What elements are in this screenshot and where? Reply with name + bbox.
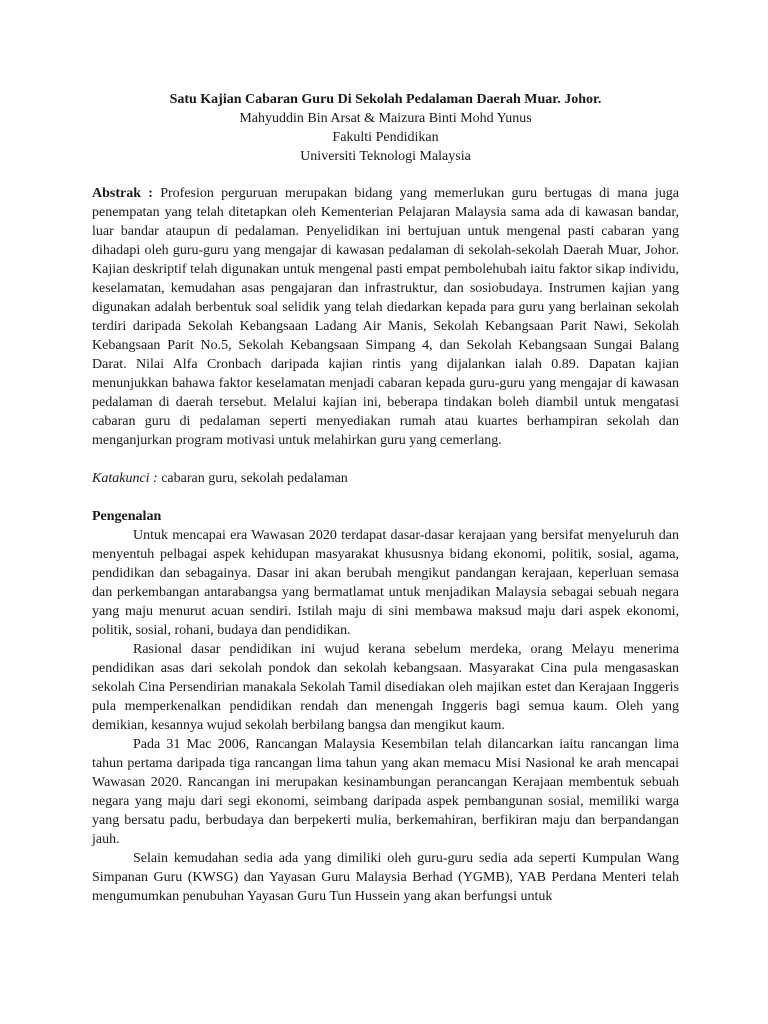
- introduction-paragraph: Untuk mencapai era Wawasan 2020 terdapat dasar-dasar kerajaan yang bersifat menyeluruh dan menyentuh pelbagai aspek kehidupan masyarakat khususnya bidang ekonomi, politik, sosial, agama, pendidikan dan sebagainya. Dasar ini akan berubah mengikut pandangan kerajaan, keperluan semasa dan perkembangan antarabangsa yang bermatlamat untuk menjadikan Malaysia sebagai sebuah negara yang maju menurut acuan sendiri. Istilah maju di sini membawa maksud maju dari aspek ekonomi, politik, sosial, rohani, budaya dan pendidikan.: [92, 528, 679, 638]
- document-page: [92, 0, 679, 906]
- keywords-label: Katakunci :: [92, 471, 158, 486]
- paper-university: Universiti Teknologi Malaysia: [300, 149, 471, 164]
- introduction-paragraph: Selain kemudahan sedia ada yang dimiliki oleh guru-guru sedia ada seperti Kumpulan Wang Simpanan Guru (KWSG) dan Yayasan Guru Malaysia Berhad (YGMB), YAB Perdana Menteri telah mengumumkan penubuhan Yayasan Guru Tun Hussein yang akan berfungsi untuk: [92, 851, 679, 904]
- keywords-section: [92, 469, 679, 488]
- abstract-text: Profesion perguruan merupakan bidang yang memerlukan guru bertugas di mana juga penempatan yang telah ditetapkan oleh Kementerian Pelajaran Malaysia sama ada di kawasan bandar, luar bandar ataupun di pedalaman. Penyelidikan ini bertujuan untuk mengenal pasti cabaran yang dihadapi oleh guru-guru yang mengajar di kawasan pedalaman di sekolah-sekolah Daerah Muar, Johor. Kajian deskriptif telah digunakan untuk mengenal pasti empat pembolehubah iaitu faktor sikap individu, keselamatan, kemudahan asas pengajaran dan infrastruktur, dan sosiobudaya. Instrumen kajian yang digunakan adalah berbentuk soal selidik yang telah diedarkan kepada para guru yang berlainan sekolah terdiri daripada Sekolah Kebangsaan Ladang Air Manis, Sekolah Kebangsaan Parit Nawi, Sekolah Kebangsaan Parit No.5, Sekolah Kebangsaan Simpang 4, dan Sekolah Kebangsaan Sungai Balang Darat. Nilai Alfa Cronbach daripada kajian rintis yang dijalankan ialah 0.89. Dapatan kajian menunjukkan bahawa faktor keselamatan menjadi cabaran kepada guru-guru yang mengajar di kawasan pedalaman di daerah tersebut. Melalui kajian ini, beberapa tindakan boleh diambil untuk mengatasi cabaran guru di pedalaman seperti menyediakan rumah atau kuartes berhampiran sekolah dan menganjurkan program motivasi untuk melahirkan guru yang cemerlang.: [92, 186, 680, 448]
- paper-authors: Mahyuddin Bin Arsat & Maizura Binti Mohd Yunus: [239, 111, 532, 126]
- introduction-paragraph: Rasional dasar pendidikan ini wujud kerana sebelum merdeka, orang Melayu menerima pendidikan asas dari sekolah pondok dan sekolah kebangsaan. Masyarakat Cina pula mengasaskan sekolah Cina Persendirian manakala Sekolah Tamil disediakan oleh majikan estet dan Kerajaan Inggeris pula memperkenalkan pendidikan rendah dan menengah Inggeris bagi semua kaum. Oleh yang demikian, kesannya wujud sekolah berbilang bangsa dan mengikut kaum.: [92, 642, 679, 733]
- introduction-paragraph: Pada 31 Mac 2006, Rancangan Malaysia Kesembilan telah dilancarkan iaitu rancangan lima tahun pertama daripada tiga rancangan lima tahun yang akan memacu Misi Nasional ke arah mencapai Wawasan 2020. Rancangan ini merupakan kesinambungan perancangan Kerajaan membentuk sebuah negara yang maju dari segi ekonomi, seimbang daripada aspek pembangunan sosial, memiliki warga yang bersatu padu, berbudaya dan berpekerti mulia, berkemahiran, berfikiran maju dan berpandangan jauh.: [92, 737, 679, 847]
- keywords-text: cabaran guru, sekolah pedalaman: [161, 471, 348, 486]
- abstract-label: Abstrak :: [92, 186, 153, 201]
- paper-faculty: Fakulti Pendidikan: [332, 130, 439, 145]
- paper-header: [92, 90, 679, 166]
- abstract-section: [92, 184, 679, 450]
- introduction-heading: Pengenalan: [92, 509, 162, 524]
- paper-title: Satu Kajian Cabaran Guru Di Sekolah Pedalaman Daerah Muar. Johor.: [169, 92, 602, 107]
